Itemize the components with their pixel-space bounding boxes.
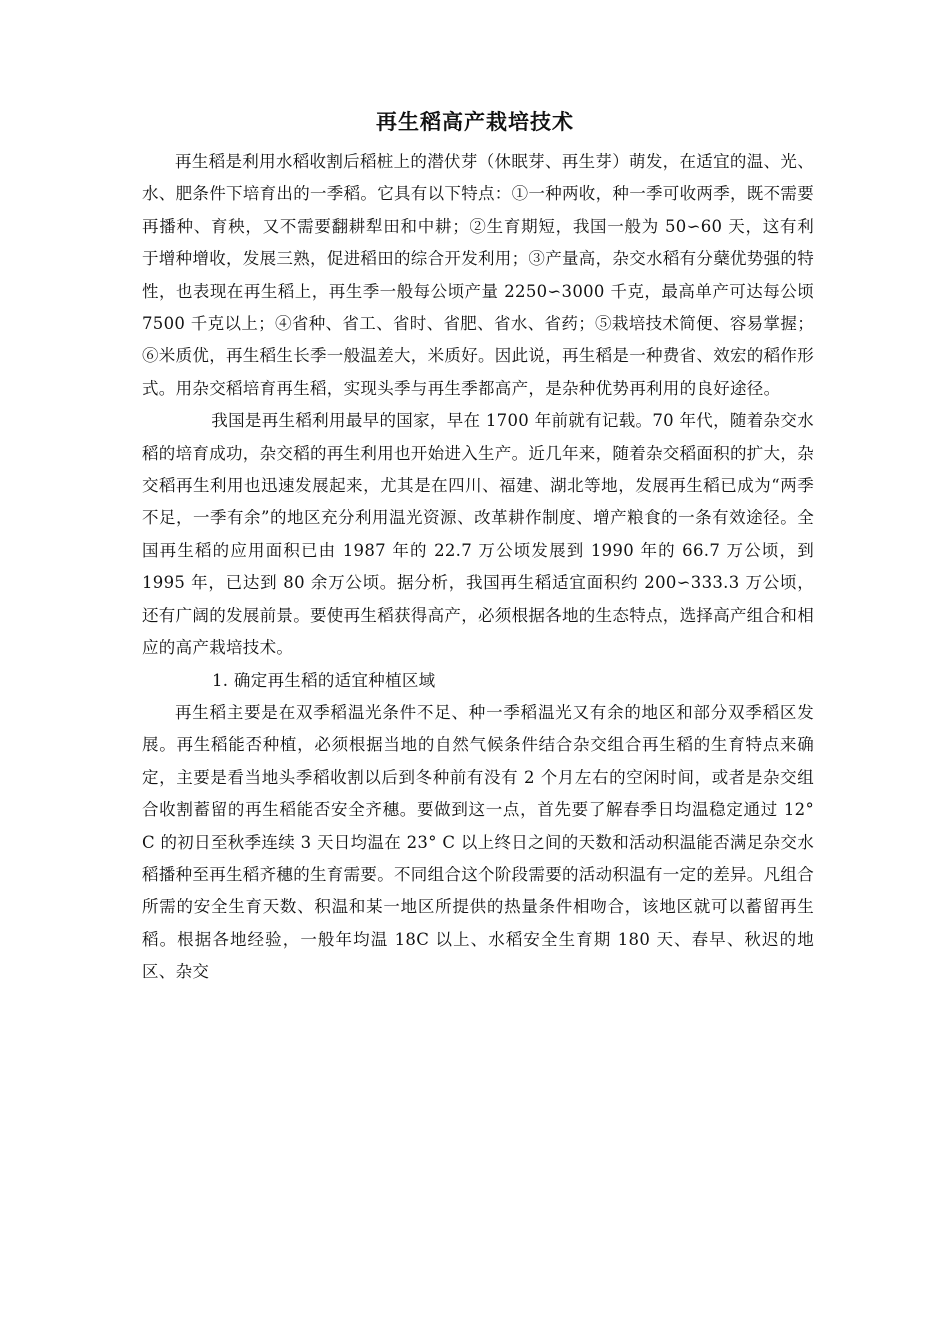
document-body	[142, 146, 814, 989]
document-title: 再生稻高产栽培技术	[376, 110, 574, 134]
section-heading-1: 1. 确定再生稻的适宜种植区域	[212, 670, 436, 690]
paragraph-region: 再生稻主要是在双季稻温光条件不足、种一季稻温光又有余的地区和部分双季稻区发展。再生稻能否种植，必须根据当地的自然气候条件结合杂交组合再生稻的生育特点来确定，主要是看当地头季稻收割以后到冬种前有没有 2 个月左右的空闲时间，或者是杂交组合收割蓄留的再生稻能否安全齐穗。要做到这一点，首先要了解春季日均温稳定通过 12° C 的初日至秋季连续 3 天日均温在 23° C 以上终日之间的天数和活动积温能否满足杂交水稻播种至再生稻齐穗的生育需要。不同组合这个阶段需要的活动积温有一定的差异。凡组合所需的安全生育天数、积温和某一地区所提供的热量条件相吻合，该地区就可以蓄留再生稻。根据各地经验，一般年均温 18C 以上、水稻安全生育期 180 天、春早、秋迟的地区、杂交	[142, 702, 814, 982]
paragraph-intro: 再生稻是利用水稻收割后稻桩上的潜伏芽（休眠芽、再生芽）萌发，在适宜的温、光、水、肥条件下培育出的一季稻。它具有以下特点：①一种两收，种一季可收两季，既不需要再播种、育秧，又不需要翻耕犁田和中耕；②生育期短，我国一般为 50∽60 天，这有利于增种增收，发展三熟，促进稻田的综合开发利用；③产量高，杂交水稻有分蘖优势强的特性，也表现在再生稻上，再生季一般每公顷产量 2250∽3000 千克，最高单产可达每公顷 7500 千克以上；④省种、省工、省时、省肥、省水、省药；⑤栽培技术简便、容易掌握；⑥米质优，再生稻生长季一般温差大，米质好。因此说，再生稻是一种费省、效宏的稻作形式。用杂交稻培育再生稻，实现头季与再生季都高产，是杂种优势再利用的良好途径。	[142, 152, 814, 398]
paragraph-history: 我国是再生稻利用最早的国家，早在 1700 年前就有记载。70 年代，随着杂交水稻的培育成功，杂交稻的再生利用也开始进入生产。近几年来，随着杂交稻面积的扩大，杂交稻再生利用也迅速发展起来，尤其是在四川、福建、湖北等地，发展再生稻已成为“两季不足，一季有余”的地区充分利用温光资源、改革耕作制度、增产粮食的一条有效途径。全国再生稻的应用面积已由 1987 年的 22.7 万公顷发展到 1990 年的 66.7 万公顷，到 1995 年，已达到 80 余万公顷。据分析，我国再生稻适宜面积约 200∽333.3 万公顷，还有广阔的发展前景。要使再生稻获得高产，必须根据各地的生态特点，选择高产组合和相应的高产栽培技术。	[142, 411, 814, 658]
